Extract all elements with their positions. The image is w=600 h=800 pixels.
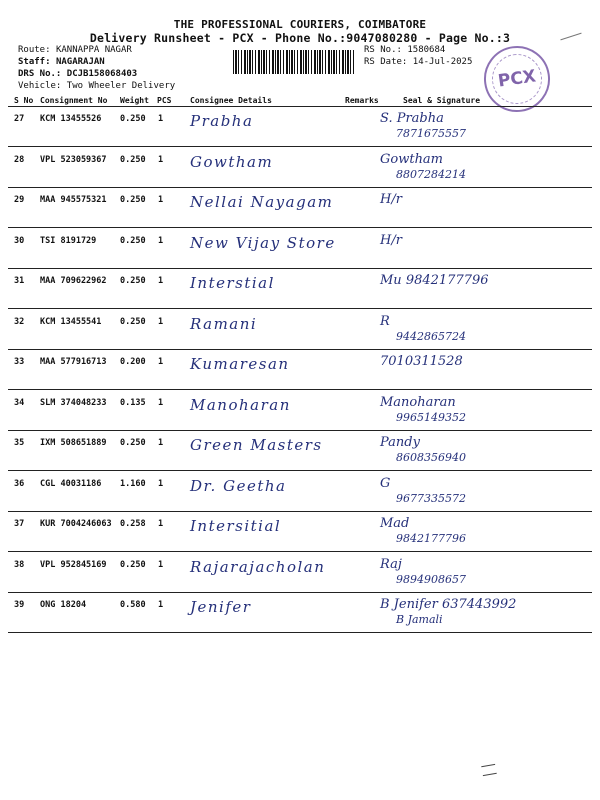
table-row <box>0 148 600 188</box>
table-row <box>0 553 600 593</box>
signature-phone: 8807284214 <box>396 167 466 181</box>
pcs-cell: 1 <box>158 519 164 529</box>
consignee-handwritten: Manoharan <box>190 395 291 414</box>
sno-cell: 39 <box>14 600 25 610</box>
signature: B Jenifer 637443992 <box>380 597 517 612</box>
signature-phone: 9677335572 <box>396 491 466 505</box>
signature: Pandy <box>380 435 420 450</box>
staff-label: Staff: <box>18 57 51 67</box>
pcs-cell: 1 <box>158 316 164 327</box>
signature: Manoharan <box>380 394 456 410</box>
signature-phone: 9842177796 <box>396 532 466 545</box>
consignment-cell: KCM 13455526 <box>40 114 102 124</box>
vehicle-value: Two Wheeler Delivery <box>66 81 176 91</box>
consignment-cell: VPL 952845169 <box>40 559 107 570</box>
weight-cell: 0.250 <box>120 316 146 327</box>
sno-cell: 31 <box>14 276 25 286</box>
signature: Mad <box>380 516 410 531</box>
table-row <box>0 512 600 552</box>
pcs-cell: 1 <box>158 478 164 489</box>
col-sno: S No <box>14 96 34 105</box>
consignment-cell: SLM 374048233 <box>40 397 107 408</box>
signature-phone: 9894908657 <box>396 572 466 586</box>
weight-cell: 0.250 <box>120 438 146 448</box>
signature: S. Prabha <box>380 111 444 126</box>
signature-phone: 9965149352 <box>396 410 466 424</box>
signature-phone: 9442865724 <box>396 329 466 343</box>
company-title: THE PROFESSIONAL COURIERS, COIMBATORE <box>173 18 427 31</box>
col-remarks: Remarks <box>345 96 379 105</box>
weight-cell: 0.250 <box>120 235 146 246</box>
rs-date-line <box>364 57 472 68</box>
runsheet-title: Delivery Runsheet - PCX - Phone No.:9047080280 - Page No.:3 <box>89 31 511 45</box>
consignee-handwritten: Nellai Nayagam <box>190 193 334 211</box>
pcs-cell: 1 <box>158 397 164 408</box>
weight-cell: 1.160 <box>120 478 146 489</box>
table-row <box>0 269 600 309</box>
weight-cell: 0.250 <box>120 195 146 205</box>
staff-line <box>18 57 105 68</box>
sno-cell: 32 <box>14 316 25 327</box>
sno-cell: 34 <box>14 397 25 408</box>
consignment-cell: IXM 508651889 <box>40 438 107 448</box>
consignee-handwritten: Jenifer <box>190 598 252 616</box>
pcs-cell: 1 <box>158 114 164 124</box>
signature: 7010311528 <box>380 354 463 369</box>
route-line <box>18 45 132 56</box>
pen-mark-footer <box>481 764 497 776</box>
signature-phone: 8608356940 <box>396 451 466 464</box>
consignment-cell: KUR 7004246063 <box>40 519 112 529</box>
sno-cell: 38 <box>14 559 25 570</box>
consignment-cell: KCM 13455541 <box>40 316 102 327</box>
signature: H/r <box>380 192 402 207</box>
weight-cell: 0.258 <box>120 519 146 529</box>
consignment-cell: VPL 523059367 <box>40 154 107 165</box>
weight-cell: 0.135 <box>120 397 146 408</box>
table-row <box>0 431 600 471</box>
rs-no-line <box>364 45 445 56</box>
pcs-cell: 1 <box>158 600 164 610</box>
signature: Gowtham <box>380 151 444 167</box>
pcs-cell: 1 <box>158 154 164 165</box>
table-row <box>0 350 600 390</box>
pcs-cell: 1 <box>158 235 164 246</box>
table-row <box>0 107 600 147</box>
drs-line <box>18 69 137 80</box>
sno-cell: 35 <box>14 438 25 448</box>
pcs-cell: 1 <box>158 357 164 367</box>
rs-no-label: RS No.: <box>364 45 402 55</box>
sno-cell: 28 <box>14 154 25 165</box>
consignee-handwritten: Dr. Geetha <box>190 476 287 495</box>
consignee-handwritten: Intersitial <box>190 517 282 535</box>
rs-no-value: 1580684 <box>407 45 446 55</box>
signature: Mu 9842177796 <box>380 273 489 288</box>
consignee-handwritten: Green Masters <box>190 436 323 454</box>
consignment-cell: MAA 709622962 <box>40 276 107 286</box>
weight-cell: 0.250 <box>120 154 146 165</box>
route-label: Route: <box>18 45 51 55</box>
signature-phone: B Jamali <box>396 613 443 626</box>
consignee-handwritten: Ramani <box>190 314 258 333</box>
sno-cell: 30 <box>14 235 25 246</box>
table-row <box>0 593 600 633</box>
row-divider <box>8 632 592 633</box>
consignment-cell: ONG 18204 <box>40 600 87 610</box>
vehicle-label: Vehicle: <box>18 81 62 91</box>
consignee-handwritten: Interstial <box>190 274 275 292</box>
consignment-cell: CGL 40031186 <box>40 478 102 489</box>
pcs-cell: 1 <box>158 559 164 570</box>
signature: Raj <box>380 556 402 572</box>
vehicle-line <box>18 81 175 92</box>
pcs-cell: 1 <box>158 276 164 286</box>
barcode <box>233 50 355 74</box>
col-pcs: PCS <box>157 96 172 105</box>
col-weight: Weight <box>120 96 149 105</box>
sno-cell: 37 <box>14 519 25 529</box>
consignment-cell: MAA 945575321 <box>40 195 107 205</box>
col-consignment: Consignment No <box>40 96 108 105</box>
signature: R <box>380 313 390 329</box>
consignee-handwritten: Rajarajacholan <box>190 557 326 576</box>
table-row <box>0 229 600 269</box>
col-seal: Seal & Signature <box>403 96 481 105</box>
pcs-cell: 1 <box>158 195 164 205</box>
consignee-handwritten: New Vijay Store <box>190 233 336 252</box>
signature: G <box>380 475 391 491</box>
sno-cell: 33 <box>14 357 25 367</box>
weight-cell: 0.250 <box>120 559 146 570</box>
consignment-cell: TSI 8191729 <box>40 235 97 246</box>
weight-cell: 0.250 <box>120 276 146 286</box>
consignee-handwritten: Prabha <box>190 112 254 130</box>
rs-date-label: RS Date: <box>364 57 408 67</box>
weight-cell: 0.250 <box>120 114 146 124</box>
drs-label: DRS No.: <box>18 69 62 79</box>
table-row <box>0 188 600 228</box>
sno-cell: 36 <box>14 478 25 489</box>
table-row <box>0 310 600 350</box>
signature-phone: 7871675557 <box>396 127 466 140</box>
col-consignee: Consignee Details <box>190 96 272 105</box>
weight-cell: 0.200 <box>120 357 146 367</box>
sno-cell: 27 <box>14 114 25 124</box>
stamp-text: PCX <box>496 66 538 92</box>
staff-value: NAGARAJAN <box>55 57 105 67</box>
weight-cell: 0.580 <box>120 600 146 610</box>
signature: H/r <box>380 232 402 248</box>
rs-date-value: 14-Jul-2025 <box>412 57 473 67</box>
table-row <box>0 472 600 512</box>
consignee-handwritten: Kumaresan <box>190 355 290 373</box>
consignment-cell: MAA 577916713 <box>40 357 107 367</box>
consignee-handwritten: Gowtham <box>190 152 274 171</box>
pcs-cell: 1 <box>158 438 164 448</box>
drs-value: DCJB158068403 <box>66 69 138 79</box>
route-value: KANNAPPA NAGAR <box>55 45 132 55</box>
table-row <box>0 391 600 431</box>
sno-cell: 29 <box>14 195 25 205</box>
